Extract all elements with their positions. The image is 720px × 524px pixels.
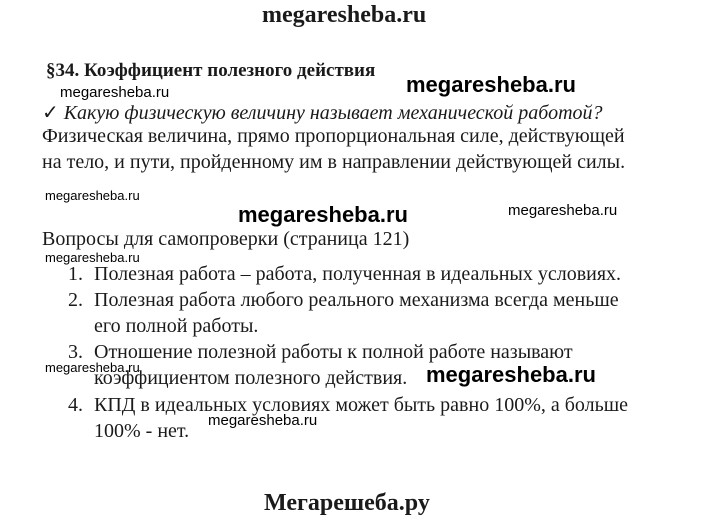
answer-line-1: Физическая величина, прямо пропорциональная силе, действующей — [42, 125, 625, 147]
section-title: §34. Коэффициент полезного действия — [46, 60, 376, 81]
question-text: Какую физическую величину называет механической работой? — [63, 102, 603, 124]
watermark-small: megaresheba.ru — [508, 202, 618, 219]
list-item-text: Отношение полезной работы к полной работе называют — [94, 341, 573, 363]
watermark-bold: megaresheba.ru — [426, 362, 596, 387]
watermark-bold: megaresheba.ru — [406, 72, 576, 97]
list-item-text: Полезная работа – работа, полученная в идеальных условиях. — [94, 263, 622, 285]
answer-line-2: на тело, и пути, пройденному им в направлении действующей силы. — [42, 151, 626, 173]
list-item-number: 4. — [68, 394, 83, 416]
list-item-text: его полной работы. — [94, 315, 259, 337]
watermark-small: megaresheba.ru — [45, 188, 140, 203]
list-item-text: Полезная работа любого реального механизма всегда меньше — [94, 289, 619, 311]
watermark-small: megaresheba.ru — [208, 412, 318, 429]
watermark-small: megaresheba.ru — [45, 360, 140, 375]
watermark-bold: megaresheba.ru — [238, 202, 408, 227]
list-item-number: 1. — [68, 263, 83, 285]
list-item-number: 2. — [68, 289, 83, 311]
list-item-text: коэффициентом полезного действия. — [94, 367, 408, 389]
question-line — [42, 100, 603, 125]
list-item-number: 3. — [68, 341, 83, 363]
top-watermark: megaresheba.ru — [262, 2, 427, 28]
watermark-small: megaresheba.ru — [60, 84, 170, 101]
bottom-watermark: Мегарешеба.ру — [264, 490, 430, 516]
list-item-text: КПД в идеальных условиях может быть равно 100%, а больше — [94, 394, 629, 416]
watermark-small: megaresheba.ru — [45, 250, 140, 265]
check-mark-icon: ✓ — [42, 102, 59, 124]
list-item-text: 100% - нет. — [94, 420, 190, 442]
self-check-title: Вопросы для самопроверки (страница 121) — [42, 228, 410, 250]
